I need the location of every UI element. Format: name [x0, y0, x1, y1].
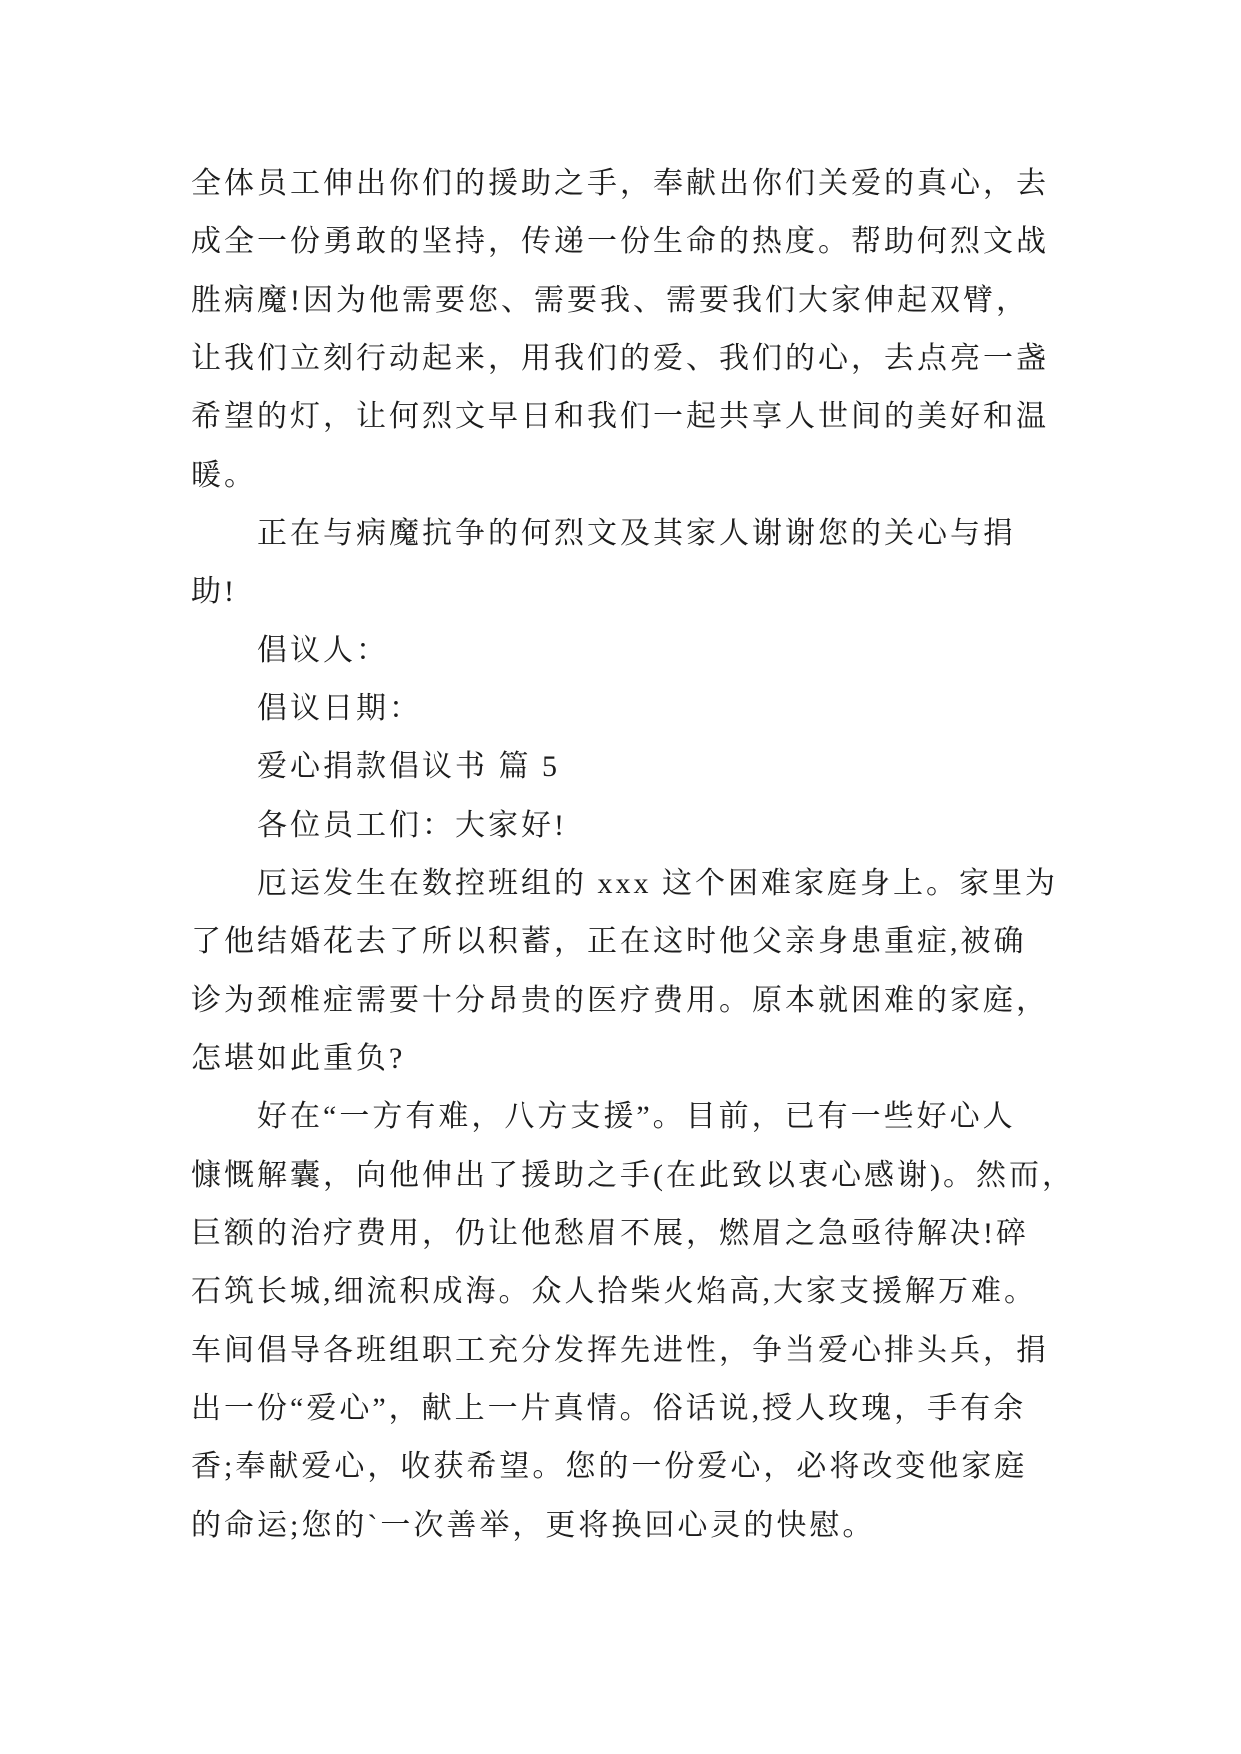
text-line: 全体员工伸出你们的援助之手，奉献出你们关爱的真心，去	[191, 167, 1049, 200]
text-line: 石筑长城,细流积成海。众人拾柴火焰高,大家支援解万难。	[191, 1275, 1037, 1309]
text-line: 巨额的治疗费用，仍让他愁眉不展，燃眉之急亟待解决!碎	[191, 1216, 1029, 1250]
text-line: 好在“一方有难，八方支援”。目前，已有一些好心人	[257, 1100, 1016, 1134]
text-line: 车间倡导各班组职工充分发挥先进性，争当爱心排头兵，捐	[191, 1333, 1049, 1367]
text-line: 厄运发生在数控班组的 xxx 这个困难家庭身上。家里为	[257, 866, 1058, 900]
section-heading	[191, 738, 1151, 796]
text-line: 希望的灯，让何烈文早日和我们一起共享人世间的美好和温	[191, 400, 1049, 434]
text-line: 诊为颈椎症需要十分昂贵的医疗费用。原本就困难的家庭，	[191, 983, 1049, 1017]
signature-initiator	[191, 622, 1151, 680]
paragraph-thanks	[191, 505, 1151, 622]
text-line: 胜病魔!因为他需要您、需要我、需要我们大家伸起双臂，	[191, 283, 1029, 317]
document-body	[191, 155, 1151, 1555]
text-line: 暖。	[191, 458, 257, 492]
text-line: 成全一份勇敢的坚持，传递一份生命的热度。帮助何烈文战	[191, 225, 1049, 259]
paragraph-appeal-continuation	[191, 155, 1151, 505]
text-line: 助!	[191, 575, 237, 609]
text-line: 怎堪如此重负?	[191, 1041, 406, 1075]
text-line: 正在与病魔抗争的何烈文及其家人谢谢您的关心与捐	[257, 516, 1016, 550]
text-line: 让我们立刻行动起来，用我们的爱、我们的心，去点亮一盏	[191, 341, 1049, 375]
salutation	[191, 797, 1151, 855]
section-title: 爱心捐款倡议书 篇 5	[257, 750, 560, 784]
date-label: 倡议日期：	[257, 691, 422, 725]
paragraph-call-to-action	[191, 1088, 1151, 1555]
text-line: 香;奉献爱心，收获希望。您的一份爱心，必将改变他家庭	[191, 1450, 1028, 1484]
salutation-text: 各位员工们：大家好!	[257, 808, 567, 842]
initiator-label: 倡议人：	[257, 633, 389, 667]
text-line: 了他结婚花去了所以积蓄，正在这时他父亲身患重症,被确	[191, 925, 1027, 959]
text-line: 慷慨解囊，向他伸出了援助之手(在此致以衷心感谢)。然而，	[191, 1158, 1075, 1192]
paragraph-misfortune	[191, 855, 1151, 1088]
text-line: 出一份“爱心”，献上一片真情。俗话说,授人玫瑰，手有余	[191, 1391, 1027, 1425]
signature-date	[191, 680, 1151, 738]
text-line: 的命运;您的`一次善举，更将换回心灵的快慰。	[191, 1508, 876, 1542]
